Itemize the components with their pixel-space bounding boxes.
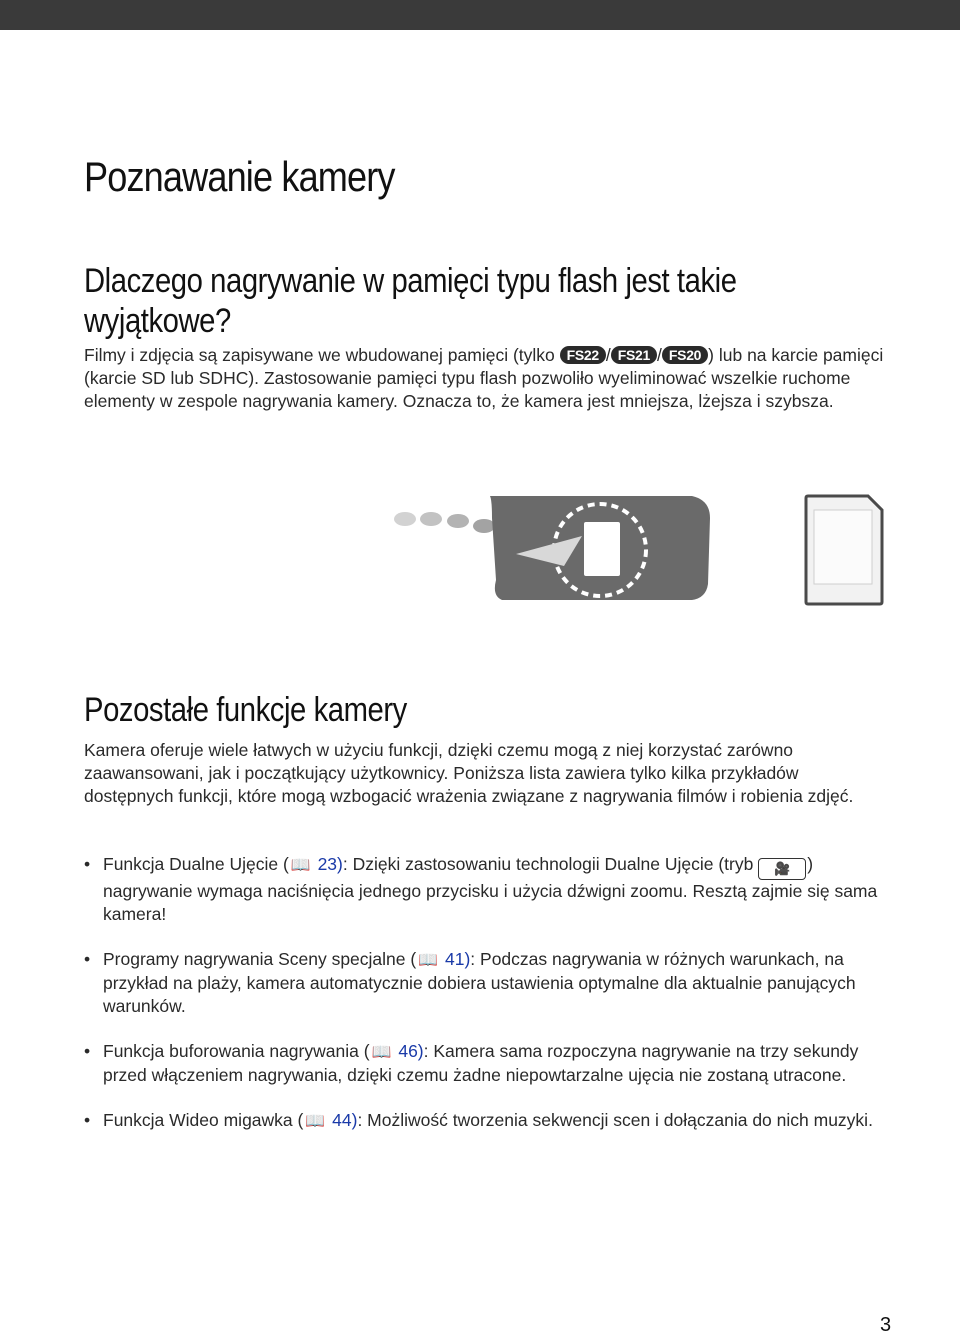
page-title: Poznawanie kamery (84, 153, 395, 200)
list-item (84, 853, 904, 926)
bullet-icon: • (84, 1110, 91, 1130)
page-ref-link[interactable]: 📖 46) (370, 1041, 424, 1061)
feature-list (84, 853, 904, 1155)
bullet-icon: • (84, 949, 91, 969)
page-ref-link[interactable]: 📖 23) (289, 854, 343, 874)
list-item (84, 1109, 904, 1133)
list-item (84, 1040, 904, 1087)
feature-label: Funkcja Dualne Ujęcie ( (103, 854, 289, 874)
book-icon: 📖 (290, 857, 311, 874)
page-ref-link[interactable]: 📖 44) (303, 1110, 357, 1130)
feature-label: Programy nagrywania Sceny specjalne ( (103, 949, 417, 969)
bullet-icon: • (84, 1041, 91, 1061)
feature-text-continued: ) nagrywanie wymaga naciśnięcia jednego przycisku i użycia dźwigni zoomu. Resztą zajmie się sama kamera! (103, 854, 878, 924)
model-separator: / (657, 345, 662, 365)
feature-text: : Kamera sama rozpoczyna nagrywanie na trzy sekundy przed włączeniem nagrywania, dzięki czemu żadne niepowtarzalne ujęcia nie zostaną utracone. (103, 1041, 859, 1085)
page-top-bar (0, 0, 960, 30)
bullet-icon: • (84, 854, 91, 874)
flash-text-after: ) lub na karcie pamięci (karcie SD lub SDHC). Zastosowanie pamięci typu flash pozwoliło wyeliminować wszelkie ruchome elementy w zespole nagrywania kamery. Oznacza to, że kamera jest mniejsza, lżejsza i szybsza. (84, 345, 884, 411)
section-heading-flash: Dlaczego nagrywanie w pamięci typu flash jest takie wyjątkowe? (84, 262, 737, 340)
feature-label: Funkcja Wideo migawka ( (103, 1110, 304, 1130)
camera-memory-illustration (392, 488, 716, 606)
list-item (84, 948, 904, 1018)
feature-label: Funkcja buforowania nagrywania ( (103, 1041, 370, 1061)
feature-text: : Podczas nagrywania w różnych warunkach, na przykład na plaży, kamera automatycznie dobiera ustawienia optymalne dla aktualnie panujących warunków. (103, 949, 856, 1016)
flash-text-before: Filmy i zdjęcia są zapisywane we wbudowanej pamięci (tylko (84, 345, 560, 365)
model-separator: / (605, 345, 611, 365)
flash-paragraph (84, 344, 896, 413)
book-icon: 📖 (418, 952, 439, 969)
feature-text: : Możliwość tworzenia sekwencji scen i dołączania do nich muzyki. (357, 1110, 873, 1130)
book-icon: 📖 (371, 1044, 392, 1061)
dual-shot-mode-icon: 🎥 (758, 858, 806, 880)
section-heading-other: Pozostałe funkcje kamery (84, 691, 407, 729)
memory-card-shape (584, 522, 620, 576)
model-badge-fs20: FS20 (662, 346, 708, 364)
page-number: 3 (880, 1314, 892, 1336)
model-badge-fs22: FS22 (560, 346, 606, 364)
page-ref-link[interactable]: 📖 41) (416, 949, 470, 969)
motion-dots-icon (394, 512, 495, 533)
other-intro-paragraph: Kamera oferuje wiele łatwych w użyciu funkcji, dzięki czemu mogą z niej korzystać zarówno zaawansowani, jak i początkujący użytkownicy. Poniższa lista zawiera tylko kilka przykładów dostępnych funkcji, które mogą wzbogacić wrażenia związane z nagrywania filmów i robienia zdjęć. (84, 740, 854, 806)
sd-card-icon (804, 494, 884, 606)
model-badge-fs21: FS21 (611, 346, 657, 364)
feature-text: : Dzięki zastosowaniu technologii Dualne Ujęcie (tryb (342, 854, 759, 874)
book-icon: 📖 (305, 1113, 326, 1130)
